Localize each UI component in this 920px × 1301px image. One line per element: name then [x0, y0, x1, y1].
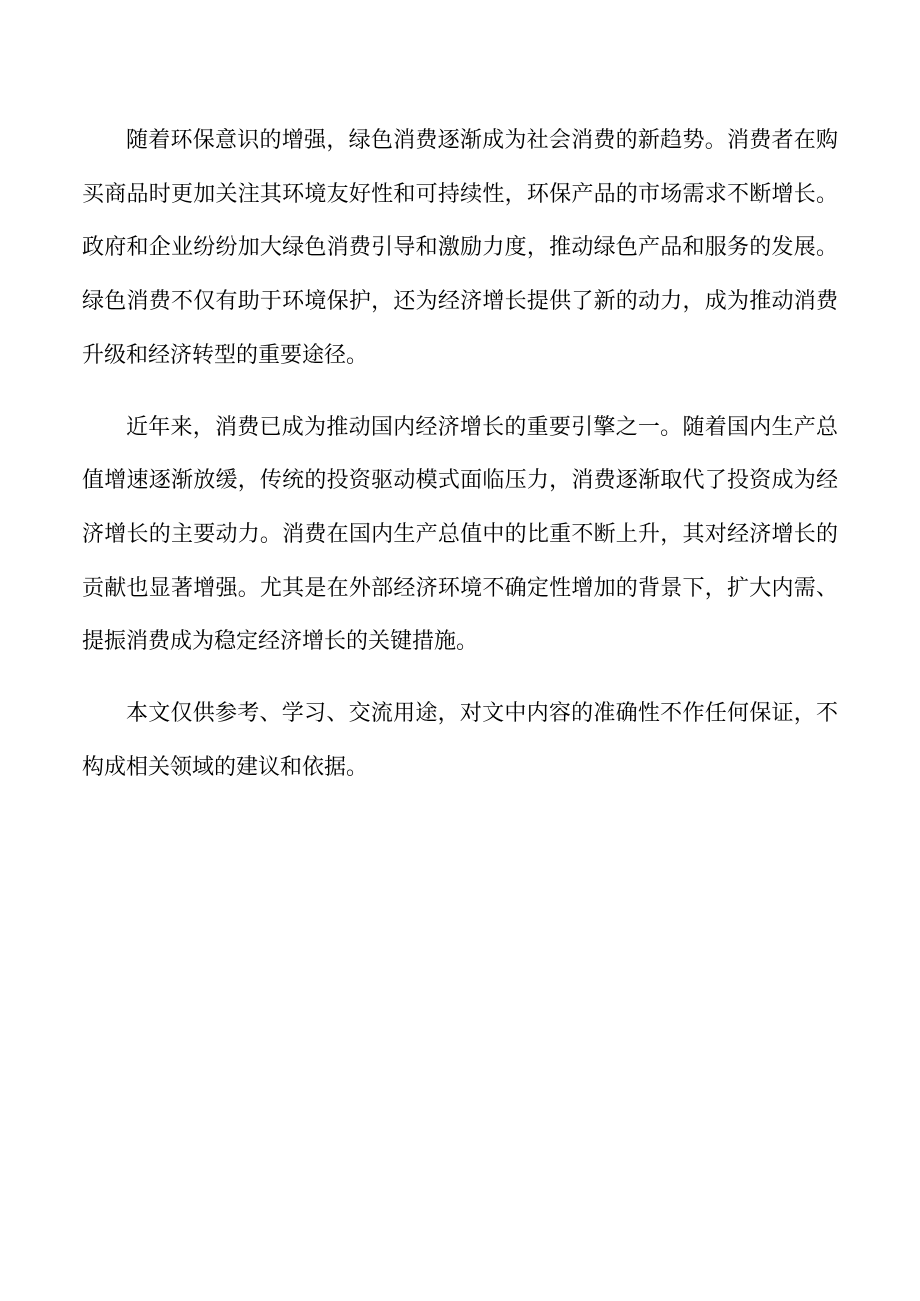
- paragraph-green-consumption: 随着环保意识的增强，绿色消费逐渐成为社会消费的新趋势。消费者在购买商品时更加关注其环境友好性和可持续性，环保产品的市场需求不断增长。政府和企业纷纷加大绿色消费引导和激励力度，推动绿色产品和服务的发展。绿色消费不仅有助于环境保护，还为经济增长提供了新的动力，成为推动消费升级和经济转型的重要途径。: [82, 128, 838, 368]
- paragraph-disclaimer: 本文仅供参考、学习、交流用途，对文中内容的准确性不作任何保证，不构成相关领域的建议和依据。: [82, 701, 838, 780]
- paragraph-consumption-growth-engine: 近年来，消费已成为推动国内经济增长的重要引擎之一。随着国内生产总值增速逐渐放缓，传统的投资驱动模式面临压力，消费逐渐取代了投资成为经济增长的主要动力。消费在国内生产总值中的比重不断上升，其对经济增长的贡献也显著增强。尤其是在外部经济环境不确定性增加的背景下，扩大内需、提振消费成为稳定经济增长的关键措施。: [82, 414, 838, 655]
- document-body: [82, 114, 838, 812]
